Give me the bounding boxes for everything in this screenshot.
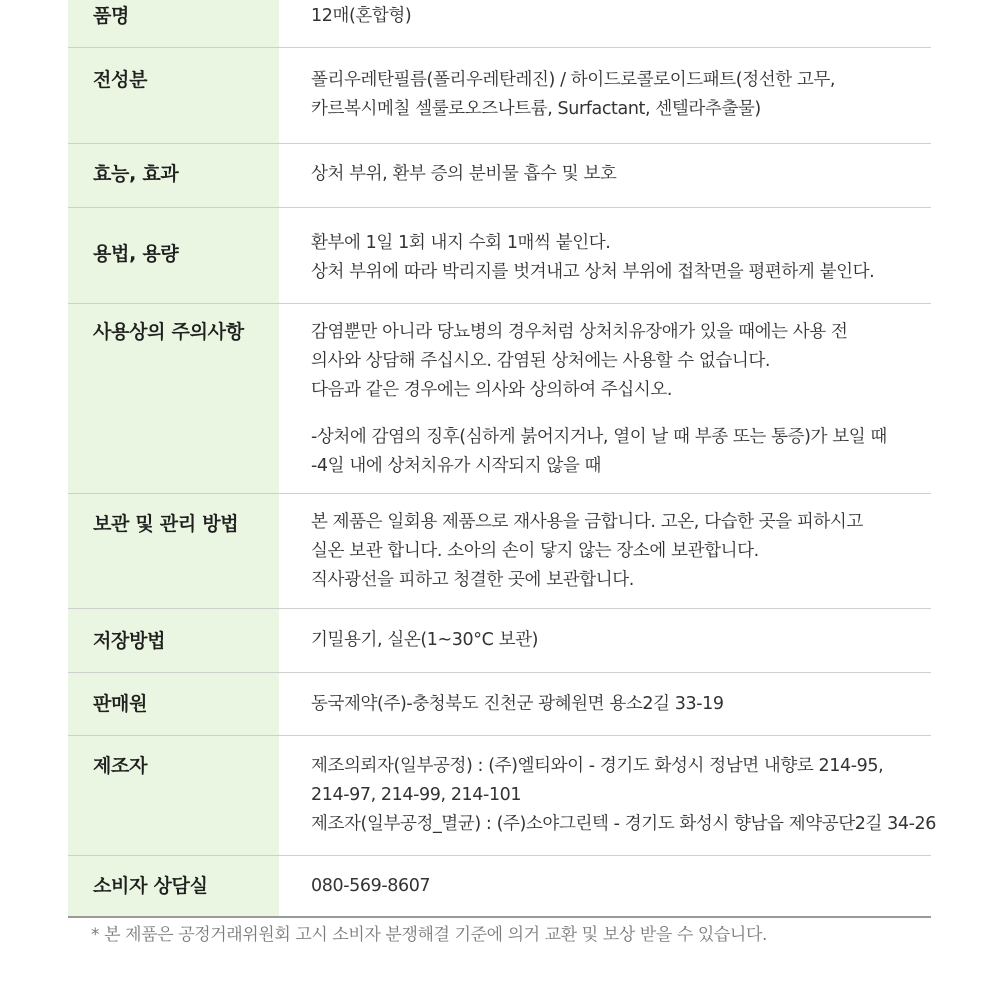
row-label xyxy=(68,609,279,672)
row-value xyxy=(279,208,931,303)
row-value xyxy=(279,856,931,916)
table-row xyxy=(68,144,931,208)
row-label xyxy=(68,208,279,303)
row-value xyxy=(279,609,931,672)
table-row xyxy=(68,494,931,609)
table-row xyxy=(68,609,931,673)
table-row xyxy=(68,0,931,48)
value-line: 제조의뢰자(일부공정) : (주)엘티와이 - 경기도 화성시 정남면 내향로 214-95, xyxy=(311,756,884,776)
row-label xyxy=(68,48,279,143)
row-label-text: 소비자 상담실 xyxy=(93,875,208,897)
row-value xyxy=(279,494,931,608)
value-line: 다음과 같은 경우에는 의사와 상의하여 주십시오. xyxy=(311,380,673,400)
row-label xyxy=(68,304,279,493)
row-value xyxy=(279,144,931,207)
value-line: -4일 내에 상처치유가 시작되지 않을 때 xyxy=(311,456,602,476)
value-line: 제조자(일부공정_멸균) : (주)소야그린텍 - 경기도 화성시 향남읍 제약공단2길 34-26 xyxy=(311,814,937,834)
row-label-text: 제조자 xyxy=(93,755,148,777)
value-line: 감염뿐만 아니라 당뇨병의 경우처럼 상처치유장애가 있을 때에는 사용 전 xyxy=(311,322,848,342)
footnote: * 본 제품은 공정거래위원회 고시 소비자 분쟁해결 기준에 의거 교환 및 보상 받을 수 있습니다. xyxy=(91,925,767,945)
value-line: 의사와 상담해 주십시오. 감염된 상처에는 사용할 수 없습니다. xyxy=(311,351,771,371)
row-value xyxy=(279,736,936,855)
value-line: 카르복시메칠 셀룰로오즈나트륨, Surfactant, 센텔라추출물) xyxy=(311,99,761,119)
row-label xyxy=(68,736,279,855)
table-row xyxy=(68,208,931,304)
value-line: 214-97, 214-99, 214-101 xyxy=(311,785,522,805)
row-label-text: 저장방법 xyxy=(93,630,166,652)
row-label-text: 효능, 효과 xyxy=(93,163,179,185)
value-line: 직사광선을 피하고 청결한 곳에 보관합니다. xyxy=(311,570,634,590)
row-label-text: 판매원 xyxy=(93,693,148,715)
value-line: 상처 부위, 환부 증의 분비물 흡수 및 보호 xyxy=(311,164,617,184)
row-label xyxy=(68,856,279,916)
row-label-text: 전성분 xyxy=(93,69,148,91)
row-label xyxy=(68,673,279,735)
row-label-text: 보관 및 관리 방법 xyxy=(93,513,239,535)
table-row xyxy=(68,673,931,736)
value-line: 실온 보관 합니다. 소아의 손이 닿지 않는 장소에 보관합니다. xyxy=(311,541,759,561)
row-label xyxy=(68,0,279,47)
value-line: 본 제품은 일회용 제품으로 재사용을 금합니다. 고온, 다습한 곳을 피하시고 xyxy=(311,512,863,532)
table-row xyxy=(68,304,931,494)
value-line: 상처 부위에 따라 박리지를 벗겨내고 상처 부위에 접착면을 평편하게 붙인다. xyxy=(311,262,875,282)
row-label-text: 용법, 용량 xyxy=(93,243,179,265)
value-line: 동국제약(주)-충청북도 진천군 광혜원면 용소2길 33-19 xyxy=(311,694,724,714)
value-line: -상처에 감염의 징후(심하게 붉어지거나, 열이 날 때 부종 또는 통증)가 보일 때 xyxy=(311,427,887,447)
row-value xyxy=(279,48,931,143)
table-row xyxy=(68,856,931,918)
value-line: 환부에 1일 1회 내지 수회 1매씩 붙인다. xyxy=(311,233,611,253)
row-value xyxy=(279,0,931,47)
row-label-text: 품명 xyxy=(93,5,130,27)
row-value xyxy=(279,304,931,493)
row-label xyxy=(68,494,279,608)
value-line: 기밀용기, 실온(1~30°C 보관) xyxy=(311,630,539,650)
value-line: 12매(혼합형) xyxy=(311,6,412,26)
row-label xyxy=(68,144,279,207)
table-row xyxy=(68,48,931,144)
product-info-table xyxy=(68,0,937,918)
value-line: 폴리우레탄필름(폴리우레탄레진) / 하이드로콜로이드패트(정선한 고무, xyxy=(311,70,836,90)
value-line: 080-569-8607 xyxy=(311,876,431,896)
row-value xyxy=(279,673,931,735)
row-label-text: 사용상의 주의사항 xyxy=(93,321,244,343)
table-row xyxy=(68,736,937,856)
